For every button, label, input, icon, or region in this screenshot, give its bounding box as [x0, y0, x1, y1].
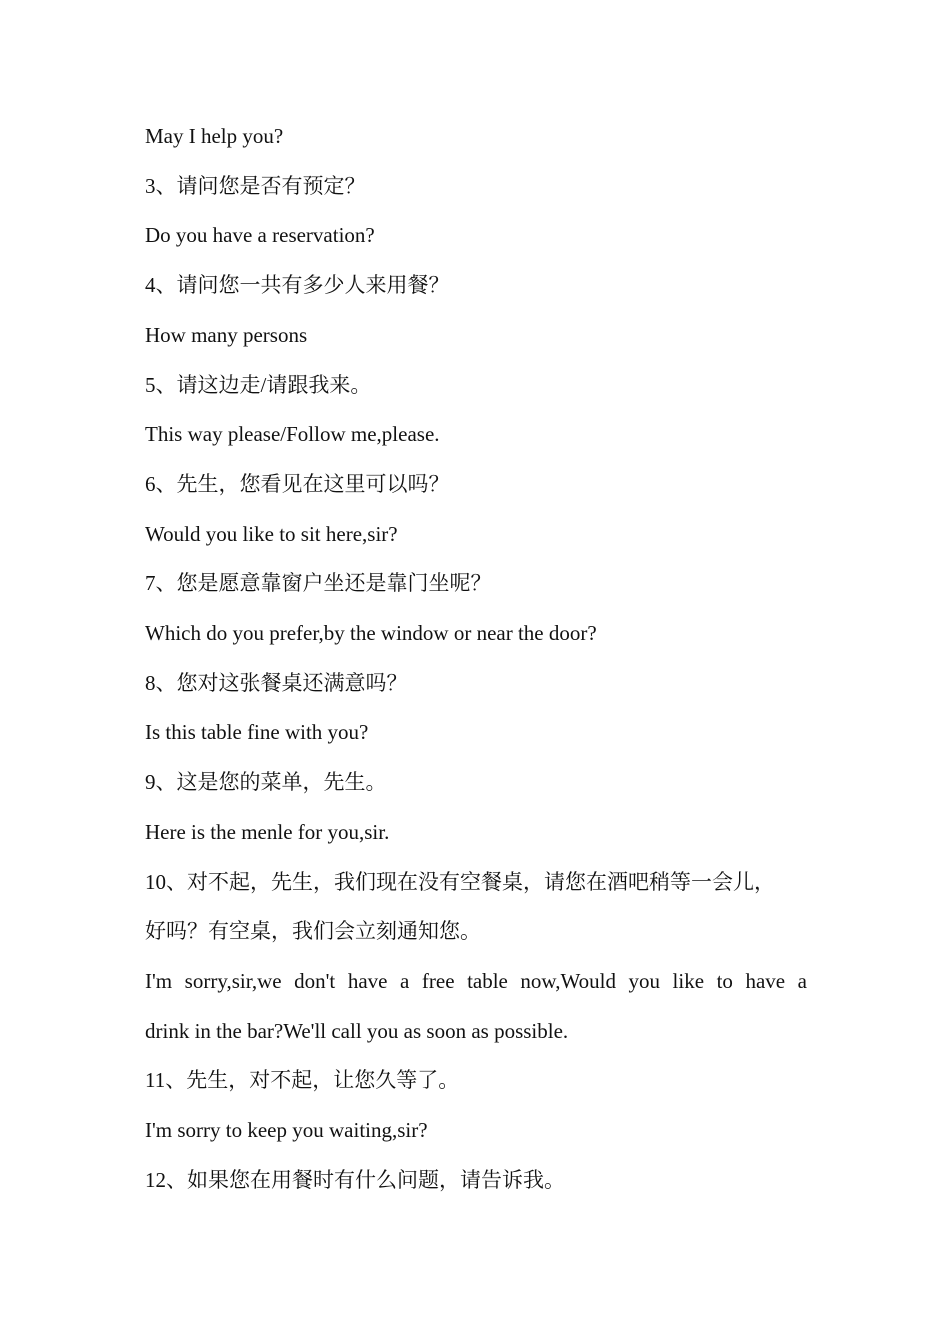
english-phrase-8: Is this table fine with you? — [145, 720, 369, 745]
chinese-phrase-10-line-2: 好吗？有空桌，我们会立刻通知您。 — [145, 919, 481, 944]
chinese-phrase-8: 8、您对这张餐桌还满意吗？ — [145, 670, 408, 695]
english-phrase-9: Here is the menle for you,sir. — [145, 819, 390, 844]
document-body — [145, 112, 807, 1205]
chinese-phrase-10-line-1: 10、对不起，先生，我们现在没有空餐桌，请您在酒吧稍等一会儿， — [145, 869, 775, 894]
english-phrase-10-line-2: drink in the bar?We'll call you as soon as possible. — [145, 1018, 569, 1043]
english-phrase-may-i-help: May I help you? — [145, 124, 284, 148]
english-phrase-3: Do you have a reservation? — [145, 223, 375, 248]
chinese-phrase-4: 4、请问您一共有多少人来用餐？ — [145, 273, 450, 298]
english-phrase-10-line-1: I'm sorry,sir,we don't have a free table now,Would you like to have a — [145, 968, 807, 993]
chinese-phrase-6: 6、先生，您看见在这里可以吗？ — [145, 471, 450, 496]
chinese-phrase-5: 5、请这边走/请跟我来。 — [145, 372, 372, 397]
english-phrase-5: This way please/Follow me,please. — [145, 422, 440, 447]
chinese-phrase-3: 3、请问您是否有预定？ — [145, 173, 366, 198]
chinese-phrase-9: 9、这是您的菜单，先生。 — [145, 770, 387, 795]
english-phrase-11: I'm sorry to keep you waiting,sir? — [145, 1118, 428, 1143]
chinese-phrase-7: 7、您是愿意靠窗户坐还是靠门坐呢？ — [145, 571, 492, 596]
english-phrase-4: How many persons — [145, 322, 308, 347]
english-phrase-6: Would you like to sit here,sir? — [145, 521, 398, 546]
english-phrase-7: Which do you prefer,by the window or near the door? — [145, 621, 597, 646]
chinese-phrase-12: 12、如果您在用餐时有什么问题，请告诉我。 — [145, 1167, 565, 1192]
chinese-phrase-11: 11、先生，对不起，让您久等了。 — [145, 1068, 460, 1093]
